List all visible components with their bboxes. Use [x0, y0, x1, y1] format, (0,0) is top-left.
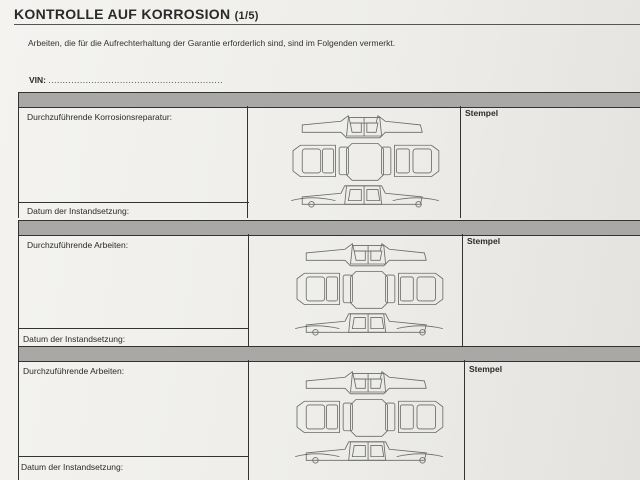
repair-block-2: [18, 220, 640, 346]
date-divider: [19, 202, 249, 203]
date-label[interactable]: Datum der Instandsetzung:: [23, 334, 126, 344]
block-header-band: [19, 92, 640, 108]
car-body-panels-diagram-icon[interactable]: [277, 112, 453, 208]
vin-field[interactable]: [29, 75, 223, 85]
date-label[interactable]: Datum der Instandsetzung:: [21, 462, 124, 472]
column-divider: [247, 106, 248, 218]
column-divider: [464, 360, 465, 480]
work-label: Durchzuführende Arbeiten:: [27, 240, 129, 250]
page-title-text: KONTROLLE AUF KORROSION: [14, 6, 231, 22]
vin-value: .............................................................: [48, 75, 223, 85]
title-divider: [14, 24, 640, 25]
repair-block-3: [18, 346, 640, 480]
page-title: [14, 6, 259, 22]
block-header-band: [19, 346, 640, 362]
column-divider: [248, 360, 249, 480]
stamp-label: Stempel: [469, 364, 503, 374]
work-label: Durchzuführende Arbeiten:: [23, 366, 125, 376]
stamp-label: Stempel: [467, 236, 501, 246]
date-divider: [19, 328, 249, 329]
intro-text: Arbeiten, die für die Aufrechterhaltung der Garantie erforderlich sind, sind im Folgenden vermerkt.: [28, 38, 396, 48]
page-number: (1/5): [234, 10, 259, 22]
car-body-panels-diagram-icon[interactable]: [281, 368, 457, 464]
repair-block-1: [18, 92, 640, 218]
column-divider: [460, 106, 461, 218]
column-divider: [248, 234, 249, 346]
stamp-label: Stempel: [465, 108, 499, 118]
date-label[interactable]: Datum der Instandsetzung:: [27, 206, 130, 216]
column-divider: [462, 234, 463, 346]
vin-label: VIN:: [29, 75, 46, 85]
car-body-panels-diagram-icon[interactable]: [281, 240, 457, 336]
date-divider: [19, 456, 249, 457]
block-header-band: [19, 220, 640, 236]
work-label: Durchzuführende Korrosionsreparatur:: [27, 112, 173, 122]
